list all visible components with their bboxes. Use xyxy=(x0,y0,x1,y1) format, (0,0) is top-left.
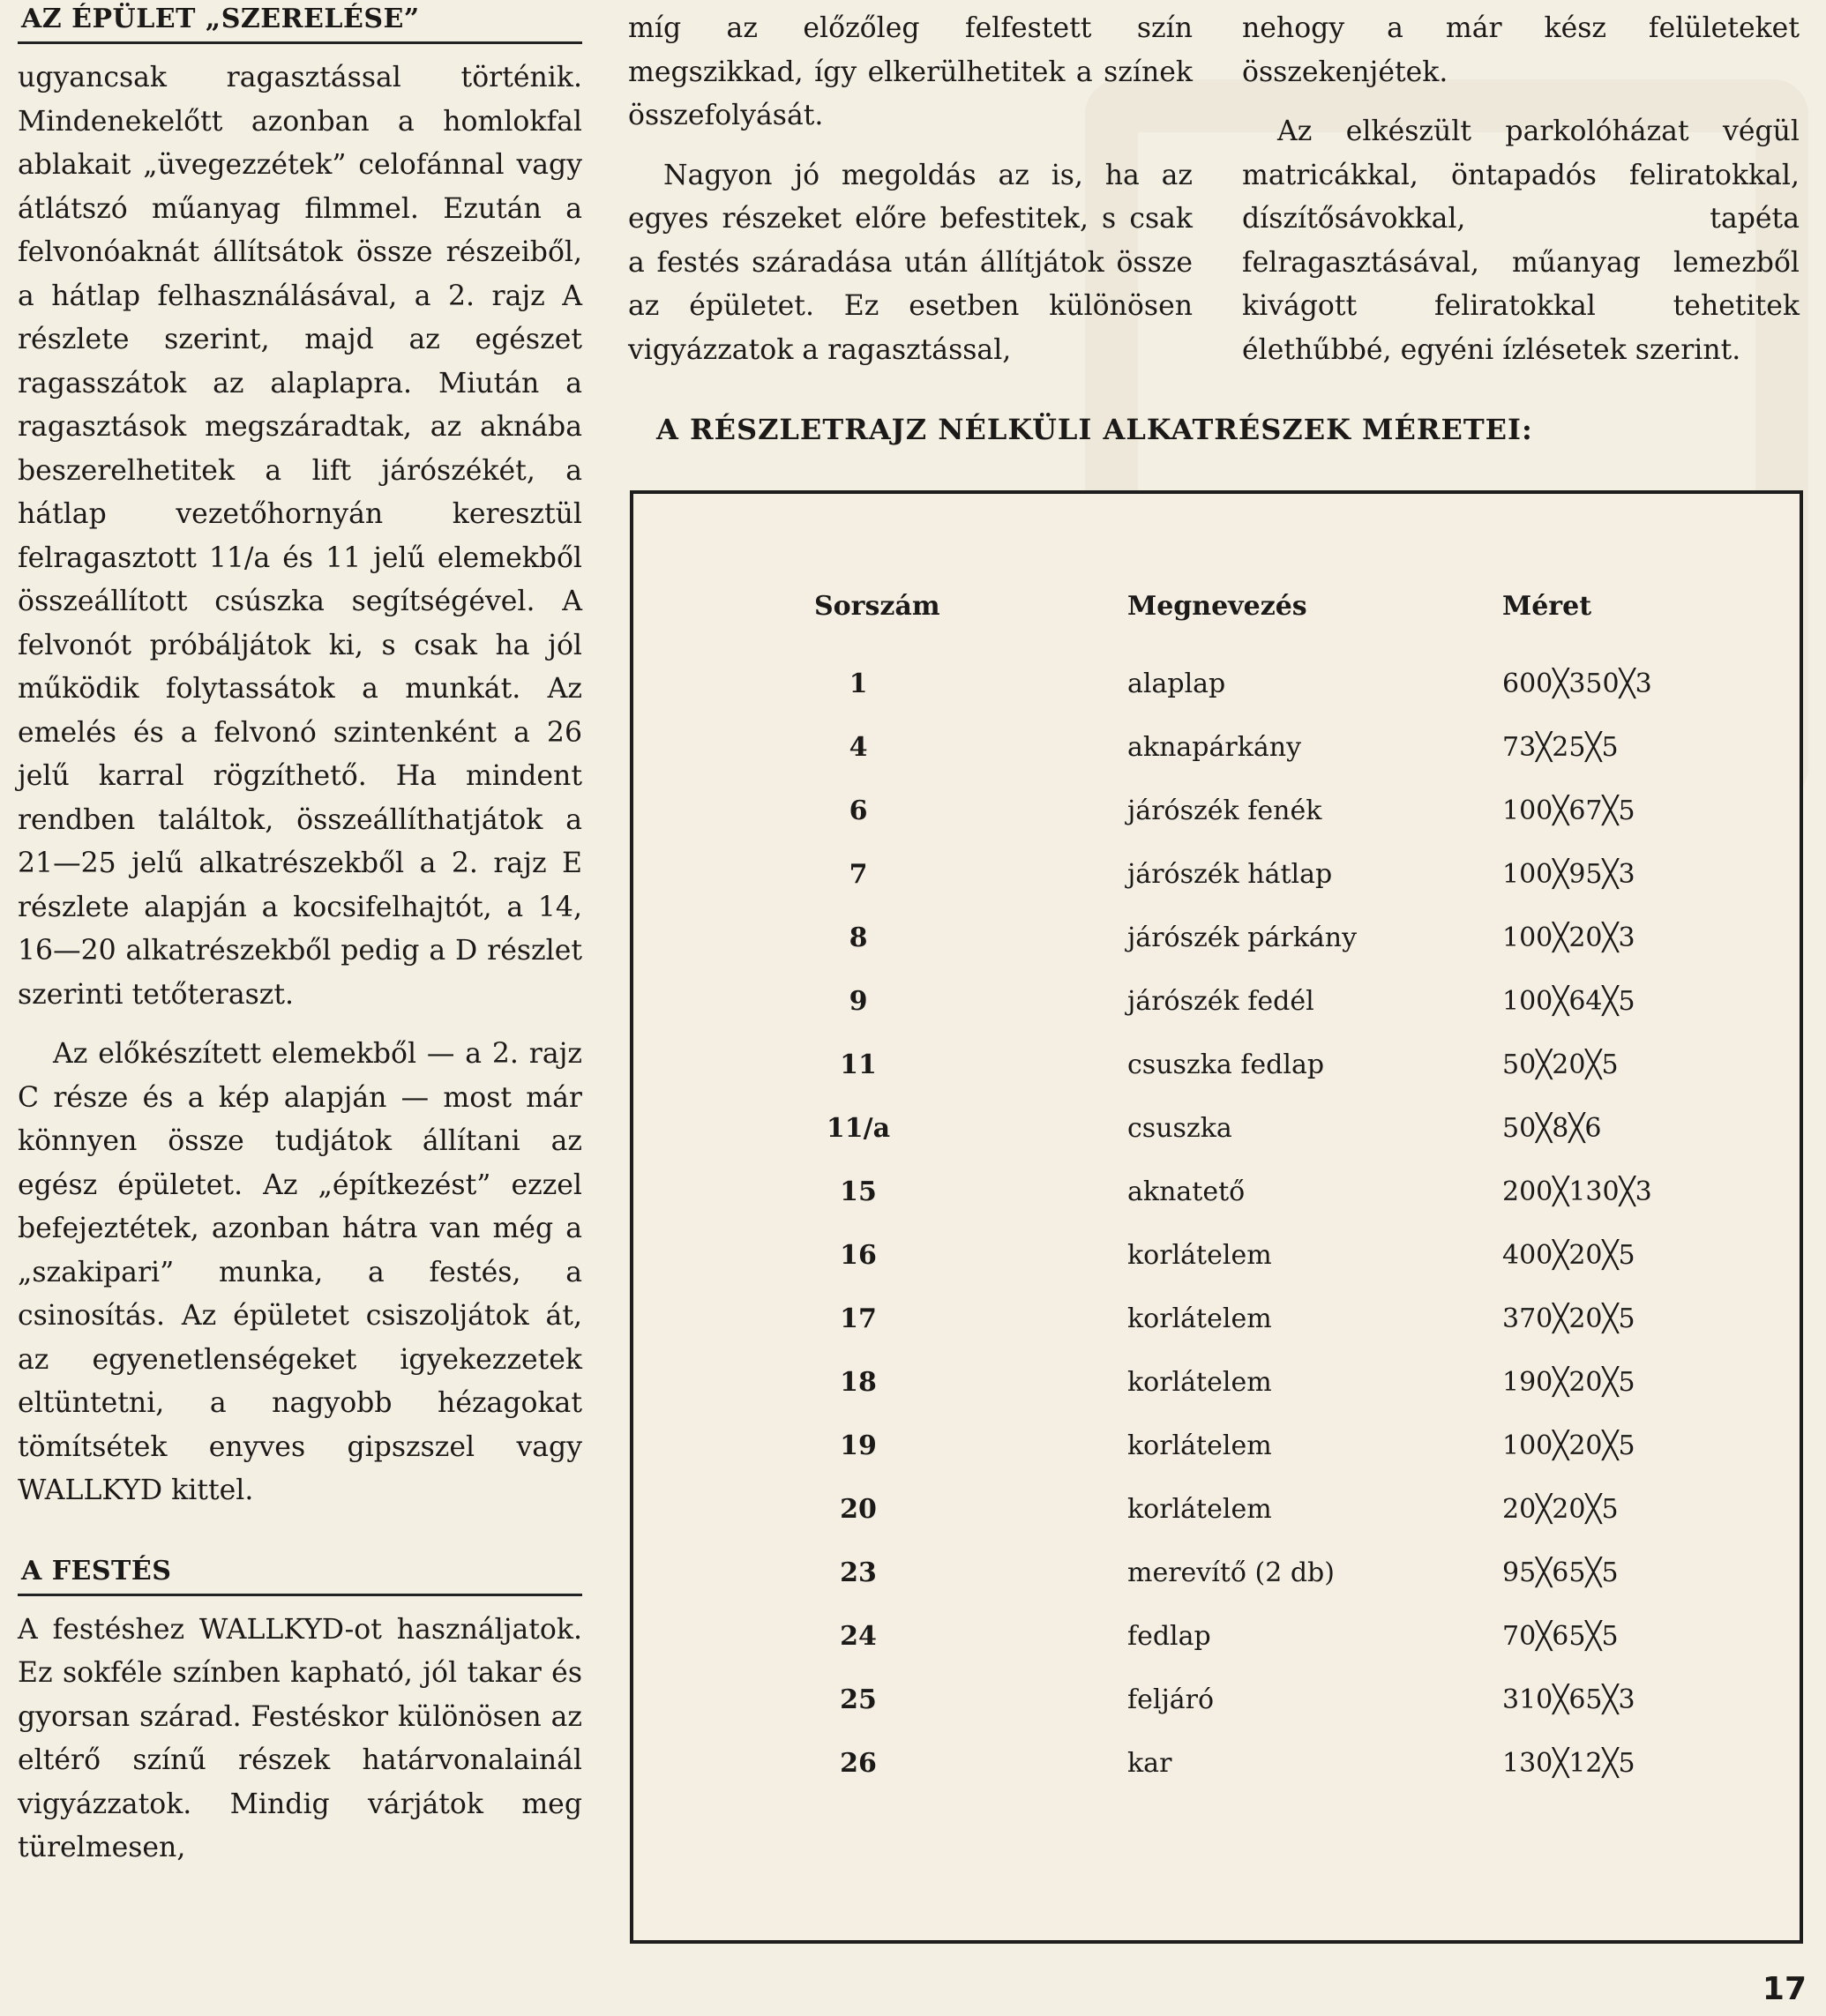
row-number: 20 xyxy=(840,1494,877,1525)
row-name: korlátelem xyxy=(1127,1494,1272,1525)
section-heading-assembly: AZ ÉPÜLET „SZERELÉSE” xyxy=(18,0,582,44)
row-size: 95╳65╳5 xyxy=(1502,1557,1619,1588)
row-number: 23 xyxy=(840,1557,877,1588)
row-size: 130╳12╳5 xyxy=(1502,1748,1635,1779)
row-size: 600╳350╳3 xyxy=(1502,668,1652,699)
table-row xyxy=(633,859,1800,903)
table-row xyxy=(633,1049,1800,1094)
table-row xyxy=(633,1494,1800,1538)
table-row xyxy=(633,1748,1800,1792)
page-number: 17 xyxy=(1762,1971,1807,2007)
table-row xyxy=(633,795,1800,840)
row-name: merevítő (2 db) xyxy=(1127,1557,1335,1588)
column-middle xyxy=(628,7,1193,372)
table-row xyxy=(633,1113,1800,1157)
column-left xyxy=(18,0,582,1870)
row-name: alaplap xyxy=(1127,668,1226,699)
row-size: 190╳20╳5 xyxy=(1502,1367,1635,1398)
header-name: Megnevezés xyxy=(1127,591,1307,622)
row-number: 11 xyxy=(840,1049,877,1080)
row-number: 17 xyxy=(840,1303,877,1334)
table-row xyxy=(633,1621,1800,1665)
row-number: 9 xyxy=(849,986,868,1017)
table-row xyxy=(633,1557,1800,1602)
row-size: 50╳8╳6 xyxy=(1502,1113,1602,1144)
row-name: járószék párkány xyxy=(1127,922,1358,953)
row-name: korlátelem xyxy=(1127,1303,1272,1334)
paragraph: nehogy a már kész felületeket összekenjétek. xyxy=(1242,12,1800,88)
table-row xyxy=(633,1240,1800,1284)
row-size: 100╳64╳5 xyxy=(1502,986,1635,1017)
row-number: 7 xyxy=(849,859,868,890)
row-size: 100╳20╳5 xyxy=(1502,1430,1635,1461)
row-size: 100╳20╳3 xyxy=(1502,922,1635,953)
table-header-row xyxy=(633,591,1800,635)
row-size: 370╳20╳5 xyxy=(1502,1303,1635,1334)
paragraph: Nagyon jó megoldás az is, ha az egyes részeket előre befestitek, s csak a festés száradása után állítjátok össze az épületet. Ez esetben különösen vigyázzatok a ragasztással, xyxy=(628,159,1193,366)
row-number: 1 xyxy=(849,668,868,699)
row-size: 70╳65╳5 xyxy=(1502,1621,1619,1652)
row-number: 18 xyxy=(840,1367,877,1398)
table-row xyxy=(633,1176,1800,1221)
paragraph: ugyancsak ragasztással történik. Mindenekelőtt azonban a homlokfal ablakait „üvegezzétek” celofánnal vagy átlátszó műanyag filmmel. Ezután a felvonóaknát állítsátok össze részeiből, a hátlap felhasználásával, a 2. rajz A részlete szerint, majd az egészet ragasszátok az alaplapra. Miután a ragasztások megszáradtak, az aknába beszerelhetitek a lift járószékét, a hátlap vezetőhornyán keresztül felragasztott 11/a és 11 jelű elemekből összeállított csúszka segítségével. A felvonót próbáljátok ki, s csak ha jól működik folytassátok a munkát. Az emelés és a felvonó szintenként a 26 jelű karral rögzíthető. Ha mindent rendben találtok, összeállíthatjátok a 21—25 jelű alkatrészekből a 2. rajz E részlete alapján a kocsifelhajtót, a 14, 16—20 alkatrészekből pedig a D részlet szerinti tetőteraszt. xyxy=(18,62,582,1011)
table-row xyxy=(633,1367,1800,1411)
row-size: 100╳95╳3 xyxy=(1502,859,1635,890)
row-number: 19 xyxy=(840,1430,877,1461)
row-name: csuszka xyxy=(1127,1113,1232,1144)
row-name: korlátelem xyxy=(1127,1430,1272,1461)
header-size: Méret xyxy=(1502,591,1592,622)
table-title: A RÉSZLETRAJZ NÉLKÜLI ALKATRÉSZEK MÉRETEI: xyxy=(656,413,1533,446)
parts-table xyxy=(630,490,1803,1944)
paragraph: A festéshez WALLKYD-ot használjatok. Ez sokféle színben kapható, jól takar és gyorsan szárad. Festéskor különösen az eltérő színű részek határvonalainál vigyázzatok. Mindig várjátok meg türelmesen, xyxy=(18,1613,582,1863)
table-row xyxy=(633,1303,1800,1348)
row-size: 200╳130╳3 xyxy=(1502,1176,1652,1207)
row-name: járószék hátlap xyxy=(1127,859,1333,890)
row-name: aknapárkány xyxy=(1127,732,1302,763)
table-row xyxy=(633,986,1800,1030)
row-number: 6 xyxy=(849,795,868,826)
column-right xyxy=(1242,7,1800,372)
table-row xyxy=(633,1684,1800,1729)
row-name: korlátelem xyxy=(1127,1367,1272,1398)
row-number: 26 xyxy=(840,1748,877,1779)
row-number: 24 xyxy=(840,1621,877,1652)
row-number: 25 xyxy=(840,1684,877,1715)
row-name: járószék fenék xyxy=(1127,795,1322,826)
row-size: 310╳65╳3 xyxy=(1502,1684,1635,1715)
header-number: Sorszám xyxy=(814,591,940,622)
row-name: fedlap xyxy=(1127,1621,1211,1652)
row-size: 20╳20╳5 xyxy=(1502,1494,1619,1525)
row-number: 4 xyxy=(849,732,868,763)
row-number: 11/a xyxy=(826,1113,891,1144)
paragraph: míg az előzőleg felfestett szín megszikkad, így elkerülhetitek a színek összefolyását. xyxy=(628,12,1193,131)
row-size: 400╳20╳5 xyxy=(1502,1240,1635,1271)
row-name: járószék fedél xyxy=(1127,986,1314,1017)
row-size: 50╳20╳5 xyxy=(1502,1049,1619,1080)
row-number: 15 xyxy=(840,1176,877,1207)
row-name: aknatető xyxy=(1127,1176,1246,1207)
paragraph: Az előkészített elemekből — a 2. rajz C része és a kép alapján — most már könnyen össze tudjátok állítani az egész épületet. Az „építkezést” ezzel befejeztétek, azonban hátra van még a „szakipari” munka, a festés, a csinosítás. Az épületet csiszoljátok át, az egyenetlenségeket igyekezzetek eltüntetni, a nagyobb hézagokat tömítsétek enyves gipszszel vagy WALLKYD kittel. xyxy=(18,1038,582,1506)
row-size: 73╳25╳5 xyxy=(1502,732,1619,763)
row-name: csuszka fedlap xyxy=(1127,1049,1325,1080)
section-heading-painting: A FESTÉS xyxy=(18,1552,582,1596)
row-name: kar xyxy=(1127,1748,1172,1779)
row-size: 100╳67╳5 xyxy=(1502,795,1635,826)
table-row xyxy=(633,922,1800,967)
row-number: 8 xyxy=(849,922,868,953)
row-name: korlátelem xyxy=(1127,1240,1272,1271)
paragraph: Az elkészült parkolóházat végül matricákkal, öntapadós feliratokkal, díszítősávokkal, tapéta felragasztásával, műanyag lemezből kivágott feliratokkal tehetitek élethűbbé, egyéni ízlésetek szerint. xyxy=(1242,116,1800,366)
table-row xyxy=(633,668,1800,713)
row-number: 16 xyxy=(840,1240,877,1271)
table-row xyxy=(633,732,1800,776)
row-name: feljáró xyxy=(1127,1684,1215,1715)
table-row xyxy=(633,1430,1800,1475)
